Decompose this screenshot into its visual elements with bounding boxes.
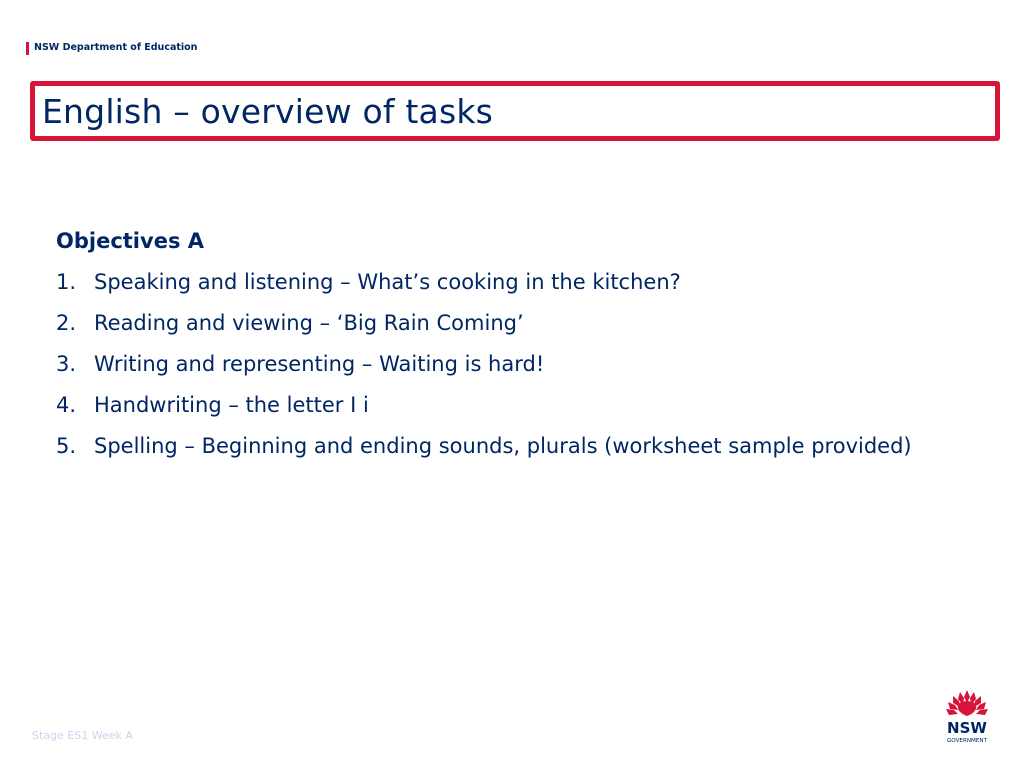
list-item: [56, 349, 976, 379]
department-label: [26, 40, 197, 54]
list-item-text: Handwriting – the letter I i: [94, 393, 369, 417]
objectives-heading: Objectives A: [56, 229, 205, 253]
waratah-flower-icon: [946, 690, 988, 716]
nsw-government-logo: [938, 688, 996, 746]
list-item: [56, 431, 976, 461]
list-item-number: 5.: [56, 434, 77, 458]
list-item-number: 1.: [56, 270, 77, 294]
list-item-text: Spelling – Beginning and ending sounds, plurals (worksheet sample provided): [94, 434, 912, 458]
title-box: [30, 81, 1000, 141]
page-title: English – overview of tasks: [42, 91, 494, 131]
list-item-text: Reading and viewing – ‘Big Rain Coming’: [94, 311, 524, 335]
logo-wordmark: NSW: [947, 719, 987, 737]
list-item-number: 2.: [56, 311, 77, 335]
department-accent-bar: [26, 42, 29, 55]
department-name: NSW Department of Education: [34, 41, 198, 53]
objectives-list: [56, 267, 976, 461]
list-item-number: 3.: [56, 352, 77, 376]
list-item-number: 4.: [56, 393, 77, 417]
footer-label: Stage ES1 Week A: [32, 729, 133, 742]
list-item-text: Speaking and listening – What’s cooking in the kitchen?: [94, 270, 681, 294]
logo-subtitle: GOVERNMENT: [946, 738, 988, 744]
list-item: [56, 267, 976, 297]
list-item: [56, 308, 976, 338]
list-item-text: Writing and representing – Waiting is hard!: [94, 352, 545, 376]
list-item: [56, 390, 976, 420]
objectives-section: [56, 226, 976, 472]
